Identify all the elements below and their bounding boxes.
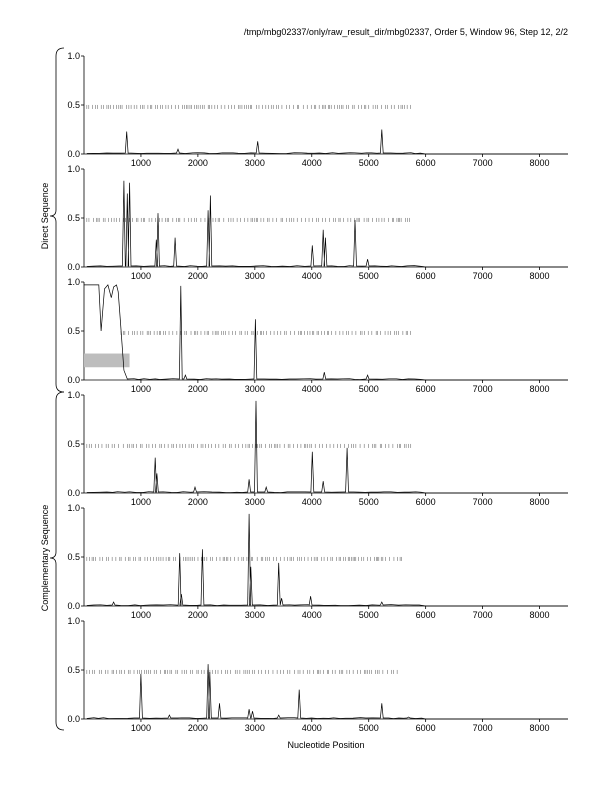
y-tick-label: 0.5 xyxy=(67,100,80,110)
y-tick-label: 0.5 xyxy=(67,665,80,675)
x-tick-label: 6000 xyxy=(415,497,436,507)
x-tick-label: 2000 xyxy=(187,271,208,281)
x-tick-label: 6000 xyxy=(415,610,436,620)
x-tick-label: 6000 xyxy=(415,384,436,394)
x-tick-label: 8000 xyxy=(529,610,550,620)
x-tick-label: 2000 xyxy=(187,497,208,507)
x-tick-label: 1000 xyxy=(130,158,151,168)
x-tick-label: 2000 xyxy=(187,158,208,168)
x-tick-label: 5000 xyxy=(358,271,379,281)
x-tick-label: 7000 xyxy=(472,497,493,507)
group-complementary-label: Complementary Sequence xyxy=(40,504,50,612)
x-tick-label: 7000 xyxy=(472,271,493,281)
y-tick-label: 0.0 xyxy=(67,714,80,724)
y-tick-label: 1.0 xyxy=(67,51,80,61)
x-tick-label: 4000 xyxy=(301,158,322,168)
y-tick-label: 0.5 xyxy=(67,439,80,449)
figure-title: /tmp/mbg02337/only/raw_result_dir/mbg02337, Order 5, Window 96, Step 12, 2/2 xyxy=(243,27,568,37)
x-tick-label: 3000 xyxy=(244,384,265,394)
x-tick-label: 7000 xyxy=(472,384,493,394)
group-direct-bracket xyxy=(50,48,64,392)
x-tick-label: 8000 xyxy=(529,158,550,168)
x-tick-label: 5000 xyxy=(358,384,379,394)
x-tick-label: 1000 xyxy=(130,610,151,620)
x-tick-label: 1000 xyxy=(130,723,151,733)
x-tick-label: 7000 xyxy=(472,158,493,168)
x-tick-label: 4000 xyxy=(301,610,322,620)
x-tick-label: 8000 xyxy=(529,723,550,733)
density-line xyxy=(87,401,568,493)
x-tick-label: 5000 xyxy=(358,610,379,620)
density-line xyxy=(87,130,568,155)
y-tick-label: 1.0 xyxy=(67,390,80,400)
x-tick-label: 2000 xyxy=(187,723,208,733)
x-tick-label: 6000 xyxy=(415,158,436,168)
x-tick-label: 6000 xyxy=(415,271,436,281)
panel-6 xyxy=(67,616,568,733)
x-tick-label: 4000 xyxy=(301,723,322,733)
x-tick-label: 7000 xyxy=(472,610,493,620)
x-tick-label: 3000 xyxy=(244,723,265,733)
y-tick-label: 0.0 xyxy=(67,262,80,272)
x-axis-label: Nucleotide Position xyxy=(287,740,365,750)
x-tick-label: 2000 xyxy=(187,384,208,394)
density-line xyxy=(87,181,568,267)
x-tick-label: 3000 xyxy=(244,271,265,281)
x-tick-label: 8000 xyxy=(529,497,550,507)
panel-3 xyxy=(67,277,568,394)
x-tick-label: 1000 xyxy=(130,497,151,507)
x-tick-label: 5000 xyxy=(358,497,379,507)
x-tick-label: 4000 xyxy=(301,271,322,281)
x-tick-label: 6000 xyxy=(415,723,436,733)
panel-4 xyxy=(67,390,568,507)
y-tick-label: 1.0 xyxy=(67,164,80,174)
y-tick-label: 0.0 xyxy=(67,375,80,385)
x-tick-label: 7000 xyxy=(472,723,493,733)
y-tick-label: 1.0 xyxy=(67,616,80,626)
y-tick-label: 0.0 xyxy=(67,601,80,611)
y-tick-label: 0.5 xyxy=(67,326,80,336)
density-line xyxy=(84,285,568,380)
panel-5 xyxy=(67,503,568,620)
group-direct-label: Direct Sequence xyxy=(40,182,50,250)
x-tick-label: 1000 xyxy=(130,384,151,394)
x-tick-label: 4000 xyxy=(301,384,322,394)
group-direct-sequence xyxy=(40,48,64,392)
panels xyxy=(67,51,568,733)
group-complementary-sequence xyxy=(40,392,64,730)
x-tick-label: 3000 xyxy=(244,497,265,507)
y-tick-label: 1.0 xyxy=(67,277,80,287)
x-tick-label: 5000 xyxy=(358,158,379,168)
x-tick-label: 5000 xyxy=(358,723,379,733)
y-tick-label: 0.5 xyxy=(67,213,80,223)
x-tick-label: 3000 xyxy=(244,610,265,620)
x-tick-label: 8000 xyxy=(529,384,550,394)
x-tick-label: 2000 xyxy=(187,610,208,620)
y-tick-label: 0.0 xyxy=(67,488,80,498)
x-tick-label: 4000 xyxy=(301,497,322,507)
x-tick-label: 3000 xyxy=(244,158,265,168)
y-tick-label: 0.5 xyxy=(67,552,80,562)
y-tick-label: 0.0 xyxy=(67,149,80,159)
panel-2 xyxy=(67,164,568,281)
panel-1 xyxy=(67,51,568,168)
x-tick-label: 1000 xyxy=(130,271,151,281)
group-complementary-bracket xyxy=(50,392,64,730)
x-tick-label: 8000 xyxy=(529,271,550,281)
y-tick-label: 1.0 xyxy=(67,503,80,513)
